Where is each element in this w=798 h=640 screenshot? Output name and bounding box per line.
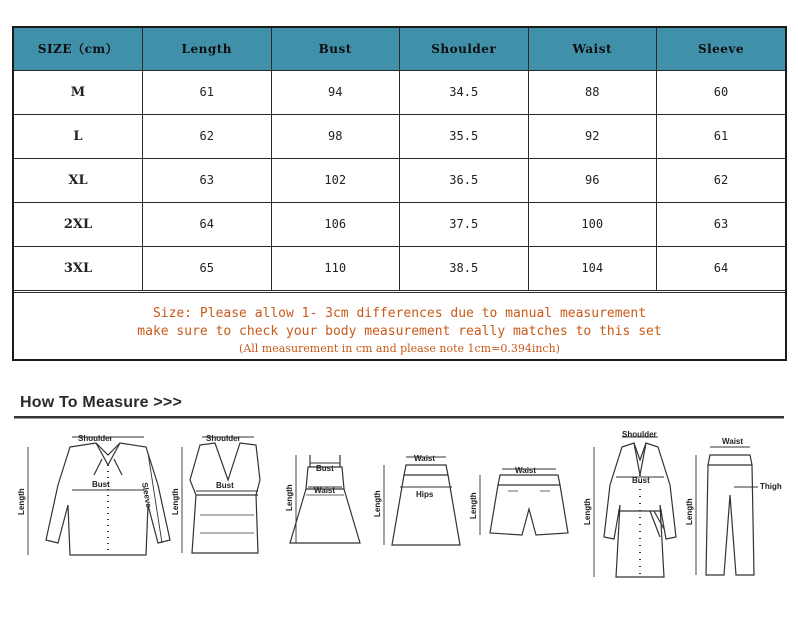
table-row [14, 202, 785, 246]
label-shoulder: Shoulder [206, 434, 241, 443]
label-length: Length [171, 488, 180, 515]
label-length: Length [583, 498, 592, 525]
measure-figures [10, 425, 798, 605]
shoulder-cell: 35.5 [400, 114, 529, 158]
waist-cell: 96 [528, 158, 657, 202]
shoulder-cell: 37.5 [400, 202, 529, 246]
tank-top-diagram [171, 434, 260, 553]
length-cell: 63 [143, 158, 272, 202]
label-length: Length [17, 488, 26, 515]
header-shoulder: Shoulder [400, 28, 529, 70]
header-length: Length [143, 28, 272, 70]
sleeve-cell: 60 [657, 70, 786, 114]
label-length: Length [685, 498, 694, 525]
sleeve-cell: 61 [657, 114, 786, 158]
skirt-diagram [373, 454, 460, 545]
header-bust: Bust [271, 28, 400, 70]
header-size: SIZE（cm） [14, 28, 143, 70]
label-bust: Bust [92, 480, 110, 489]
length-cell: 64 [143, 202, 272, 246]
table-row [14, 114, 785, 158]
note-line-3: (All measurement in cm and please note 1cm=0.394inch) [239, 342, 560, 355]
label-thigh: Thigh [760, 482, 782, 491]
size-cell: 2XL [14, 202, 143, 246]
label-waist: Waist [414, 454, 436, 463]
blouse-diagram [17, 434, 170, 555]
trousers-diagram [685, 437, 782, 575]
size-cell: XL [14, 158, 143, 202]
shoulder-cell: 38.5 [400, 246, 529, 290]
measurement-notes [14, 292, 785, 359]
dress-diagram [285, 455, 360, 543]
sleeve-cell: 64 [657, 246, 786, 290]
table-row [14, 70, 785, 114]
size-cell: L [14, 114, 143, 158]
size-chart [12, 26, 787, 361]
bust-cell: 106 [271, 202, 400, 246]
waist-cell: 100 [528, 202, 657, 246]
waist-cell: 92 [528, 114, 657, 158]
label-waist: Waist [314, 486, 336, 495]
bust-cell: 94 [271, 70, 400, 114]
length-cell: 62 [143, 114, 272, 158]
shorts-diagram [469, 466, 568, 535]
length-cell: 61 [143, 70, 272, 114]
label-length: Length [373, 490, 382, 517]
label-hips: Hips [416, 490, 434, 499]
label-shoulder: Shoulder [622, 430, 657, 439]
sleeve-cell: 63 [657, 202, 786, 246]
bust-cell: 102 [271, 158, 400, 202]
label-length: Length [469, 492, 478, 519]
header-sleeve: Sleeve [657, 28, 786, 70]
size-cell: 3XL [14, 246, 143, 290]
label-sleeve: Sleeve [140, 481, 154, 509]
label-bust: Bust [316, 464, 334, 473]
shoulder-cell: 36.5 [400, 158, 529, 202]
label-shoulder: Shoulder [78, 434, 113, 443]
sleeve-cell: 62 [657, 158, 786, 202]
how-to-measure-title: How To Measure >>> [20, 394, 183, 411]
title-divider [14, 416, 784, 421]
size-table [14, 28, 785, 291]
header-row [14, 28, 785, 70]
table-row [14, 158, 785, 202]
label-waist: Waist [515, 466, 537, 475]
label-bust: Bust [632, 476, 650, 485]
header-waist: Waist [528, 28, 657, 70]
label-waist: Waist [722, 437, 744, 446]
bust-cell: 110 [271, 246, 400, 290]
garment-diagrams [10, 425, 798, 605]
table-row [14, 246, 785, 290]
waist-cell: 104 [528, 246, 657, 290]
bust-cell: 98 [271, 114, 400, 158]
waist-cell: 88 [528, 70, 657, 114]
note-line-1: Size: Please allow 1- 3cm differences due to manual measurement [152, 306, 647, 321]
length-cell: 65 [143, 246, 272, 290]
shoulder-cell: 34.5 [400, 70, 529, 114]
label-length: Length [285, 484, 294, 511]
size-cell: M [14, 70, 143, 114]
note-line-2: make sure to check your body measurement really matches to this set [137, 324, 662, 339]
label-bust: Bust [216, 481, 234, 490]
coat-diagram [583, 430, 676, 577]
